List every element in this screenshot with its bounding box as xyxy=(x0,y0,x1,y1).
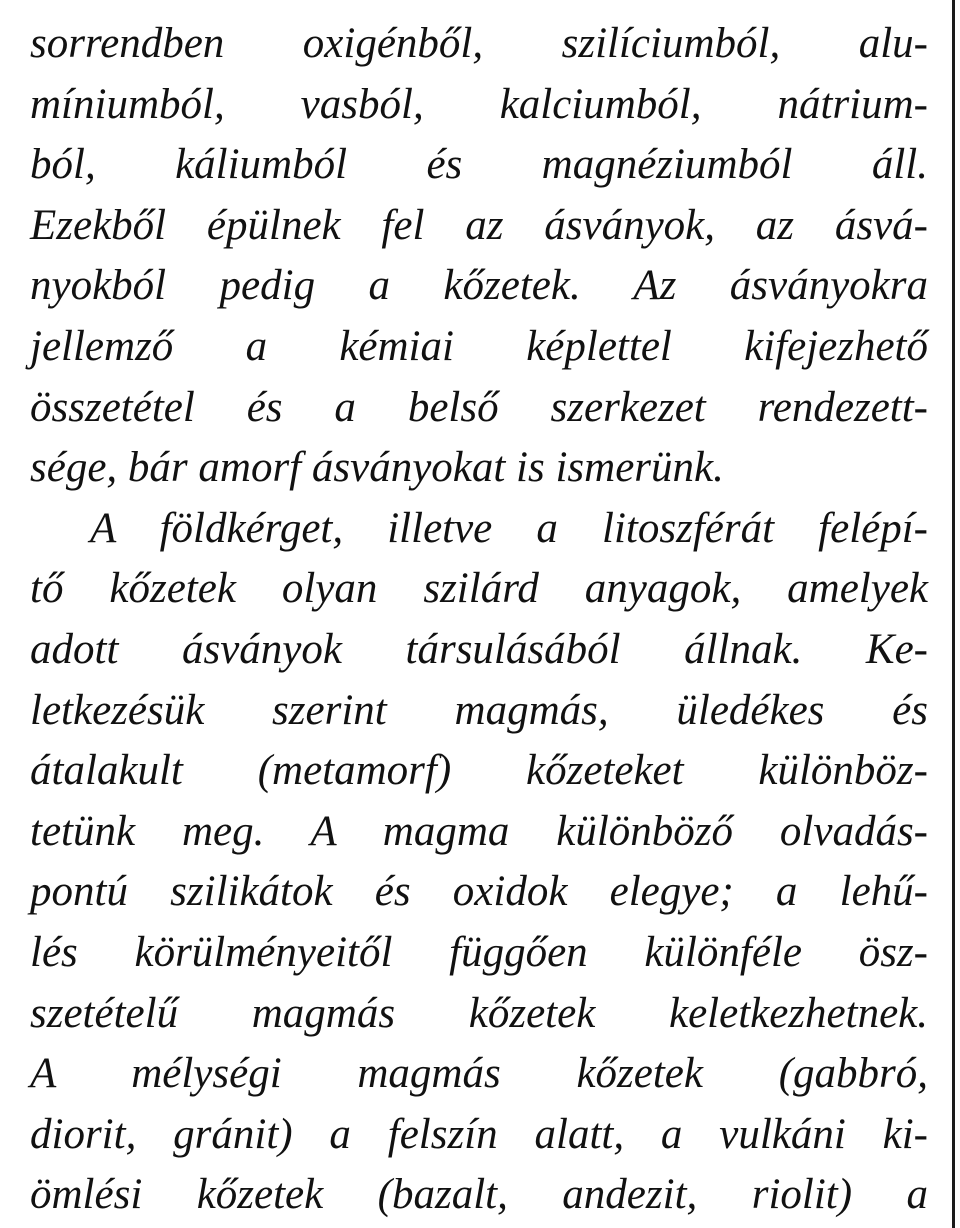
text-line: sége, bár amorf ásványokat is ismerünk. xyxy=(30,444,724,492)
paragraph-2 xyxy=(30,499,928,1226)
text-line: pontú szilikátok és oxidok elegye; a lehű- xyxy=(30,868,928,916)
text-line: tetünk meg. A magma különböző olvadás- xyxy=(30,807,928,855)
text-line: ból, káliumból és magnéziumból áll. xyxy=(30,141,928,189)
text-line: sorrendben oxigénből, szilíciumból, alu- xyxy=(30,20,928,67)
margin-rule xyxy=(952,0,955,1228)
text-line: összetétel és a belső szerkezet rendezett- xyxy=(30,383,928,431)
text-line: A földkérget, illetve a litoszférát felépí- xyxy=(90,504,928,552)
text-line: jellemző a kémiai képlettel kifejezhető xyxy=(30,322,928,370)
text-line: letkezésük szerint magmás, üledékes és xyxy=(30,686,928,734)
text-column xyxy=(30,14,928,1226)
text-line: A mélységi magmás kőzetek (gabbró, xyxy=(30,1050,928,1098)
text-line: míniumból, vasból, kalciumból, nátrium- xyxy=(30,80,928,128)
paragraph-1 xyxy=(30,14,928,499)
text-line: átalakult (metamorf) kőzeteket különböz- xyxy=(30,747,928,795)
text-line: ömlési kőzetek (bazalt, andezit, riolit) a xyxy=(30,1171,928,1219)
text-line: lés körülményeitől függően különféle ösz- xyxy=(30,928,928,976)
text-line: nyokból pedig a kőzetek. Az ásványokra xyxy=(30,262,928,310)
text-line: Ezekből épülnek fel az ásványok, az ásvá- xyxy=(30,201,928,249)
text-line: adott ásványok társulásából állnak. Ke- xyxy=(30,625,928,673)
text-line: diorit, gránit) a felszín alatt, a vulkáni ki- xyxy=(30,1110,928,1158)
text-line: tő kőzetek olyan szilárd anyagok, amelyek xyxy=(30,565,928,613)
text-line: szetételű magmás kőzetek keletkezhetnek. xyxy=(30,989,928,1037)
